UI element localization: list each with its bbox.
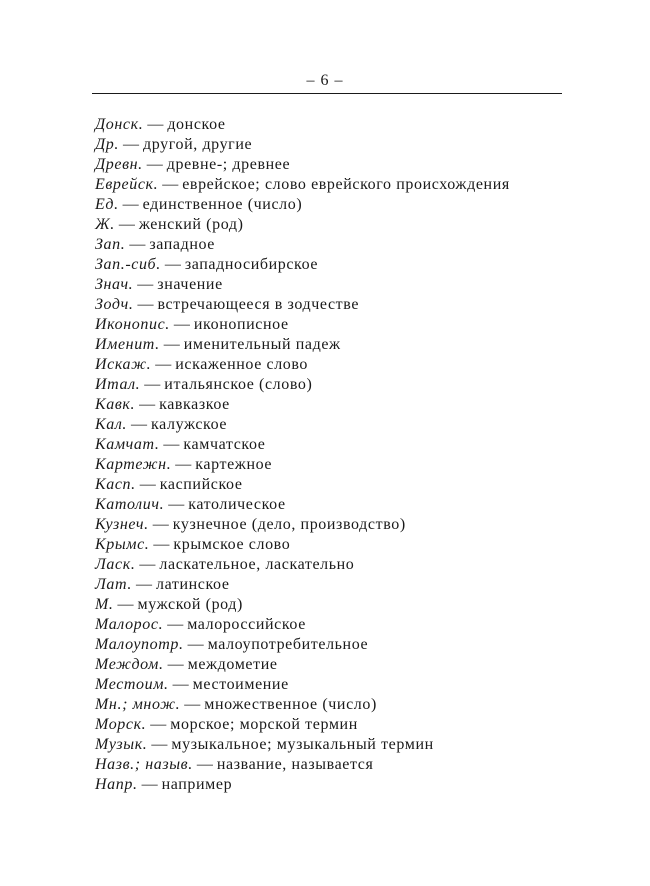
em-dash-separator: — bbox=[152, 516, 169, 533]
abbreviation-entry bbox=[95, 335, 565, 355]
em-dash-separator: — bbox=[187, 636, 204, 653]
abbreviation-definition: мужской (род) bbox=[137, 596, 243, 613]
em-dash-separator: — bbox=[184, 696, 201, 713]
abbreviation-term: Малорос. bbox=[95, 616, 164, 633]
abbreviation-entry bbox=[95, 115, 565, 135]
abbreviation-definition: древне-; древнее bbox=[166, 156, 291, 173]
abbreviation-definition: иконописное bbox=[193, 316, 289, 333]
em-dash-separator: — bbox=[139, 556, 156, 573]
em-dash-separator: — bbox=[122, 136, 139, 153]
abbreviation-definition: именительный падеж bbox=[183, 336, 341, 353]
abbreviation-definition: калужское bbox=[151, 416, 228, 433]
abbreviation-entry bbox=[95, 215, 565, 235]
abbreviation-entry bbox=[95, 755, 565, 775]
abbreviation-term: Именит. bbox=[95, 336, 160, 353]
em-dash-separator: — bbox=[155, 356, 172, 373]
abbreviation-entry bbox=[95, 555, 565, 575]
abbreviation-term: Ж. bbox=[95, 216, 115, 233]
abbreviation-definition: название, называется bbox=[216, 756, 374, 773]
em-dash-separator: — bbox=[137, 296, 154, 313]
abbreviation-entry bbox=[95, 715, 565, 735]
abbreviation-entry bbox=[95, 535, 565, 555]
abbreviation-entry bbox=[95, 495, 565, 515]
em-dash-separator: — bbox=[175, 456, 192, 473]
abbreviation-definition: латинское bbox=[156, 576, 230, 593]
abbreviation-term: Морск. bbox=[95, 716, 147, 733]
abbreviation-term: Древн. bbox=[95, 156, 143, 173]
abbreviation-definition: кавказкое bbox=[159, 396, 230, 413]
abbreviation-term: Кал. bbox=[95, 416, 128, 433]
abbreviation-definition: картежное bbox=[195, 456, 273, 473]
abbreviation-term: Междом. bbox=[95, 656, 164, 673]
abbreviation-term: Еврейск. bbox=[95, 176, 159, 193]
abbreviation-definition: местоимение bbox=[192, 676, 289, 693]
abbreviation-term: Донск. bbox=[95, 116, 144, 133]
em-dash-separator: — bbox=[139, 476, 156, 493]
abbreviation-definition: единственное (число) bbox=[142, 196, 303, 213]
abbreviation-entry bbox=[95, 455, 565, 475]
em-dash-separator: — bbox=[162, 176, 179, 193]
abbreviation-entry bbox=[95, 315, 565, 335]
em-dash-separator: — bbox=[151, 736, 168, 753]
abbreviation-definition: западносибирское bbox=[184, 256, 319, 273]
abbreviation-entry bbox=[95, 655, 565, 675]
em-dash-separator: — bbox=[139, 396, 156, 413]
abbreviation-definition: итальянское (слово) bbox=[164, 376, 313, 393]
abbreviation-entry bbox=[95, 275, 565, 295]
em-dash-separator: — bbox=[122, 196, 139, 213]
abbreviation-entry bbox=[95, 195, 565, 215]
abbreviation-entry bbox=[95, 235, 565, 255]
abbreviation-entry bbox=[95, 255, 565, 275]
abbreviation-definition: еврейское; слово еврейского происхождения bbox=[182, 176, 510, 193]
abbreviation-entry bbox=[95, 635, 565, 655]
abbreviation-definition: ласкательное, ласкательно bbox=[159, 556, 355, 573]
abbreviation-entry bbox=[95, 155, 565, 175]
abbreviation-entry bbox=[95, 615, 565, 635]
abbreviation-definition: музыкальное; музыкальный термин bbox=[171, 736, 434, 753]
abbreviation-entry bbox=[95, 435, 565, 455]
em-dash-separator: — bbox=[163, 436, 180, 453]
abbreviation-term: Искаж. bbox=[95, 356, 152, 373]
abbreviation-definition: встречающееся в зодчестве bbox=[157, 296, 360, 313]
abbreviation-term: Иконопис. bbox=[95, 316, 170, 333]
abbreviation-definition: междометие bbox=[187, 656, 278, 673]
em-dash-separator: — bbox=[129, 236, 146, 253]
abbreviation-term: Кавк. bbox=[95, 396, 136, 413]
abbreviation-definition: католическое bbox=[188, 496, 286, 513]
em-dash-separator: — bbox=[118, 216, 135, 233]
abbreviation-term: Крымс. bbox=[95, 536, 150, 553]
abbreviation-term: Зап.-сиб. bbox=[95, 256, 161, 273]
abbreviation-entry bbox=[95, 295, 565, 315]
abbreviation-definition: каспийское bbox=[159, 476, 243, 493]
em-dash-separator: — bbox=[137, 276, 154, 293]
abbreviation-definition: камчатское bbox=[183, 436, 266, 453]
abbreviation-definition: малоупотребительное bbox=[207, 636, 369, 653]
abbreviation-term: Местоим. bbox=[95, 676, 169, 693]
abbreviation-term: Ед. bbox=[95, 196, 119, 213]
abbreviation-entry bbox=[95, 395, 565, 415]
abbreviation-entry bbox=[95, 675, 565, 695]
abbreviation-term: Знач. bbox=[95, 276, 134, 293]
em-dash-separator: — bbox=[144, 376, 161, 393]
abbreviation-term: Малоупотр. bbox=[95, 636, 184, 653]
abbreviation-entry bbox=[95, 355, 565, 375]
em-dash-separator: — bbox=[150, 716, 167, 733]
abbreviation-entry bbox=[95, 695, 565, 715]
em-dash-separator: — bbox=[167, 656, 184, 673]
abbreviation-entry bbox=[95, 775, 565, 795]
em-dash-separator: — bbox=[173, 316, 190, 333]
abbreviation-term: Касп. bbox=[95, 476, 136, 493]
em-dash-separator: — bbox=[146, 156, 163, 173]
abbreviation-definition: западное bbox=[149, 236, 216, 253]
em-dash-separator: — bbox=[131, 416, 148, 433]
abbreviation-term: Напр. bbox=[95, 776, 138, 793]
abbreviation-term: Назв.; назыв. bbox=[95, 756, 193, 773]
abbreviation-term: Картежн. bbox=[95, 456, 172, 473]
abbreviation-term: Итал. bbox=[95, 376, 141, 393]
abbreviation-definition: искаженное слово bbox=[175, 356, 309, 373]
abbreviation-entry bbox=[95, 175, 565, 195]
abbreviation-definition: множественное (число) bbox=[204, 696, 377, 713]
abbreviation-entry bbox=[95, 475, 565, 495]
abbreviation-entry bbox=[95, 575, 565, 595]
abbreviation-list bbox=[95, 115, 565, 795]
abbreviation-definition: например bbox=[161, 776, 233, 793]
em-dash-separator: — bbox=[136, 576, 152, 593]
abbreviation-term: Католич. bbox=[95, 496, 165, 513]
em-dash-separator: — bbox=[117, 596, 134, 613]
abbreviation-entry bbox=[95, 515, 565, 535]
abbreviation-definition: морское; морской термин bbox=[170, 716, 358, 733]
em-dash-separator: — bbox=[196, 756, 213, 773]
abbreviation-term: Ласк. bbox=[95, 556, 136, 573]
em-dash-separator: — bbox=[147, 116, 164, 133]
em-dash-separator: — bbox=[172, 676, 189, 693]
abbreviation-term: Зодч. bbox=[95, 296, 134, 313]
abbreviation-term: М. bbox=[95, 596, 114, 613]
em-dash-separator: — bbox=[164, 256, 181, 273]
em-dash-separator: — bbox=[167, 616, 184, 633]
abbreviation-term: Мн.; множ. bbox=[95, 696, 181, 713]
abbreviation-term: Музык. bbox=[95, 736, 148, 753]
abbreviation-definition: кузнечное (дело, производство) bbox=[172, 516, 406, 533]
abbreviation-definition: донское bbox=[167, 116, 226, 133]
abbreviation-definition: малороссийское bbox=[187, 616, 306, 633]
abbreviation-entry bbox=[95, 135, 565, 155]
em-dash-separator: — bbox=[141, 776, 158, 793]
em-dash-separator: — bbox=[163, 336, 180, 353]
em-dash-separator: — bbox=[153, 536, 170, 553]
abbreviation-term: Камчат. bbox=[95, 436, 160, 453]
abbreviation-definition: значение bbox=[157, 276, 223, 293]
page-number: – 6 – bbox=[306, 72, 344, 89]
abbreviation-term: Др. bbox=[95, 136, 119, 153]
em-dash-separator: — bbox=[168, 496, 185, 513]
abbreviation-term: Зап. bbox=[95, 236, 126, 253]
abbreviation-definition: другой, другие bbox=[142, 136, 253, 153]
abbreviation-entry bbox=[95, 375, 565, 395]
abbreviation-definition: крымское слово bbox=[173, 536, 291, 553]
abbreviation-term: Кузнеч. bbox=[95, 516, 149, 533]
abbreviation-definition: женский (род) bbox=[138, 216, 244, 233]
abbreviation-entry bbox=[95, 595, 565, 615]
header-rule bbox=[92, 93, 562, 94]
abbreviation-entry bbox=[95, 415, 565, 435]
abbreviation-entry bbox=[95, 735, 565, 755]
abbreviation-term: Лат. bbox=[95, 576, 132, 593]
